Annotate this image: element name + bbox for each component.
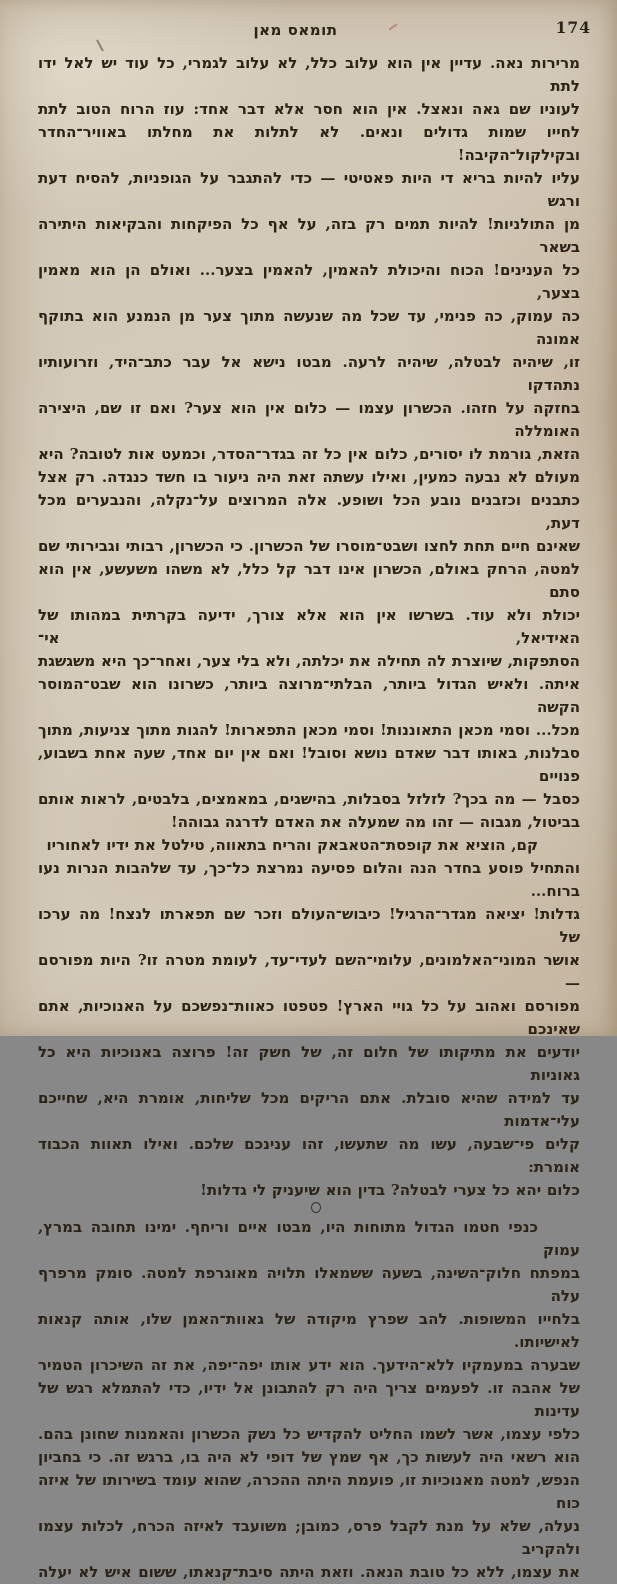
- text-line: הוא רשאי היה לעשות כך, אף שמץ של דופי לא היה בו, ברגש זה. כי בחביון: [38, 1448, 580, 1466]
- text-line: יודעים את מתיקותו של חלום זה, של חשק זה! פרוצה באנוכיות היא כל גאוניות: [38, 1043, 580, 1084]
- pen-mark: [96, 39, 104, 51]
- text-line: בחזקה על חזהו. הכשרון עצמו — כלום אין הוא צער? ואם זו שם, היצירה האומללה: [38, 399, 580, 440]
- text-line: כלום יהא כל צערי לבטלה? בדין הוא שיעניק לי גדלות!: [200, 1181, 580, 1199]
- text-line: במפתח חלוק־השינה, בשעה ששמאלו תלויה מאוגרפת למטה. סומק מרפרף עלה: [38, 1264, 580, 1305]
- text-line: כלפי עצמו, אשר לשמו החליט להקדיש כל נשק הכשרון והאמנות שחונן בהם.: [38, 1425, 580, 1443]
- text-line: את עצמו, ללא כל טובת הנאה. וזאת היתה סיבת־קנאתו, ששום איש לא יעלה: [38, 1563, 580, 1581]
- text-line: כנפי חטמו הגדול מתוחות היו, מבטו איים וריחף. ימינו תחובה במרץ, עמוק: [38, 1218, 580, 1259]
- text-line: קלים פי־שבעה, עשו מה שתעשו, זהו ענינכם שלכם. ואילו תאוות הכבוד אומרת:: [38, 1135, 580, 1176]
- text-line: בלחייו המשופות. להב שפרץ מיקודה של גאוות־האמן שלו, אותה קנאות לאישיותו.: [38, 1310, 580, 1351]
- text-line: שאינם חיים תחת לחצו ושבט־מוסרו של הכשרון. כי הכשרון, רבותי וגבירותי שם: [38, 537, 580, 555]
- text-line: נעלה, שלא על מנת לקבל פרס, כמובן; משועבד לאיזה הכרח, לכלות עצמו ולהקריב: [38, 1517, 580, 1558]
- text-line: זו, שיהיה לבטלה, שיהיה לרעה. מבטו נישא אל עבר כתב־היד, וזרועותיו נתהדקו: [38, 353, 580, 394]
- section-divider: [38, 1202, 580, 1216]
- text-line: והתחיל פוסע בחדר הנה והלום פסיעה נמרצת כל־כך, עד שלהבות הנרות נעו ברוח...: [38, 859, 580, 900]
- text-line: מרירות נאה. עדיין אין הוא עלוב כלל, לא עלוב לגמרי, כל עוד יש לאל ידו לתת: [38, 54, 580, 95]
- text-line: מכל... וסמי מכאן התאוננות! וסמי מכאן התפארות! להגות מתוך צניעות, מתוך: [38, 721, 580, 739]
- text-line: כסבל — מה בכך? לזלזל בסבלות, בהישגים, במאמצים, בלבטים, לראות אותם: [38, 790, 580, 808]
- text-line: שבערה במעמקיו ללא־הידעך. הוא ידע אותו יפה־יפה, את זה השיכרון הטמיר: [38, 1356, 580, 1374]
- text-line: של אהבה זו. לפעמים צריך היה רק להתבונן אל ידיו, כדי להתמלא רגש של עדינות: [38, 1379, 580, 1420]
- page-number: 174: [555, 18, 591, 37]
- text-line: איתה. ולאיש הגדול ביותר, הבלתי־מרוצה ביותר, כשרונו הוא שבט־המוסר הקשה: [38, 675, 580, 716]
- text-line: סבלנות, באותו דבר שאדם נושא וסובל! ואם אין יום אחד, שעה אחת בשבוע, פנויים: [38, 744, 580, 785]
- text-line: גדלות! יציאה מגדר־הרגיל! כיבוש־העולם וזכר שם תפארתו לנצח! מה ערכו של: [38, 905, 580, 946]
- text-line: כתבנים וכזבנים נובע הכל ושופע. אלה המרוצים על־נקלה, והנבערים מכל דעת,: [38, 491, 580, 532]
- text-line: מעולם לא נבעה כמעין, ואילו עשתה זאת היה ניעור בו חשד כנגדה. רק אצל: [38, 468, 580, 486]
- text-line: קם, הוציא את קופסת־הטאבאק והריח בתאווה, טילטל את ידיו לאחוריו: [46, 836, 538, 854]
- circle-section-mark-icon: [311, 1202, 321, 1213]
- text-line: אושר המוני־האלמונים, עלומי־השם לעדי־עד, לעומת מטרה זו? היות מפורסם —: [38, 951, 580, 992]
- running-header-title: תומאס מאן: [253, 21, 338, 39]
- paragraph: [38, 834, 580, 1202]
- page-body-text: [38, 52, 580, 1581]
- text-line: לחייו שמות גדולים ונאים. לא לתלות את מחלתו באוויר־החדר ובקילקול־הקיבה!: [38, 123, 580, 164]
- text-line: יכולת ולא עוד. בשרשו אין הוא אלא צורך, ידיעה בקרתית במהותו של האידיאל, אי־: [38, 606, 580, 647]
- paragraph: [38, 1216, 580, 1584]
- text-line: לעוניו שם גאה ונאצל. אין הוא חסר אלא דבר אחד: עוז הרוח הטוב לתת: [38, 100, 580, 118]
- text-line: מן התולניות! להיות תמים רק בזה, על אף כל הפיקחות והבקיאות היתירה בשאר: [38, 215, 580, 256]
- text-line: הסתפקות, שיוצרת לה תחילה את יכלתה, ולא בלי צער, ואחר־כך היא משגשגת: [38, 652, 580, 670]
- text-line: כל הענינים! הכוח והיכולת להאמין, להאמין בצער... ואולם הן הוא מאמין בצער,: [38, 261, 580, 302]
- text-line: למטה, הרחק באולם, הכשרון אינו דבר קל כלל, לא משהו משעשע, אין הוא סתם: [38, 560, 580, 601]
- text-line: מפורסם ואהוב על כל גויי הארץ! פטפטו כאוות־נפשכם על האנוכיות, אתם שאינכם: [38, 997, 580, 1038]
- text-line: בביטול, מגבוה — זהו מה שמעלה את האדם לדרגה גבוהה!: [170, 813, 580, 831]
- text-line: הזאת, גורמת לו יסורים, כלום אין כל זה בגדר־הסדר, וכמעט אות לטובה? היא: [38, 445, 580, 463]
- text-line: כה עמוק, כה פנימי, עד שכל מה שנעשה מתוך צער מן הנמנע הוא בתוקף אמונה: [38, 307, 580, 348]
- paragraph: [38, 52, 580, 834]
- text-line: עליו להיות בריא די היות פאטיטי — כדי להתגבר על הגופניות, להסיח דעת ורגש: [38, 169, 580, 210]
- text-line: עד למידה שהיא סובלת. אתם הריקים מכל שליחות, אומרת היא, שחייכם עלי־אדמות: [38, 1089, 580, 1130]
- text-line: הנפש, למטה מאנוכיות זו, פועמת היתה ההכרה, שהוא עומד בשירותו של איזה כוח: [38, 1471, 580, 1512]
